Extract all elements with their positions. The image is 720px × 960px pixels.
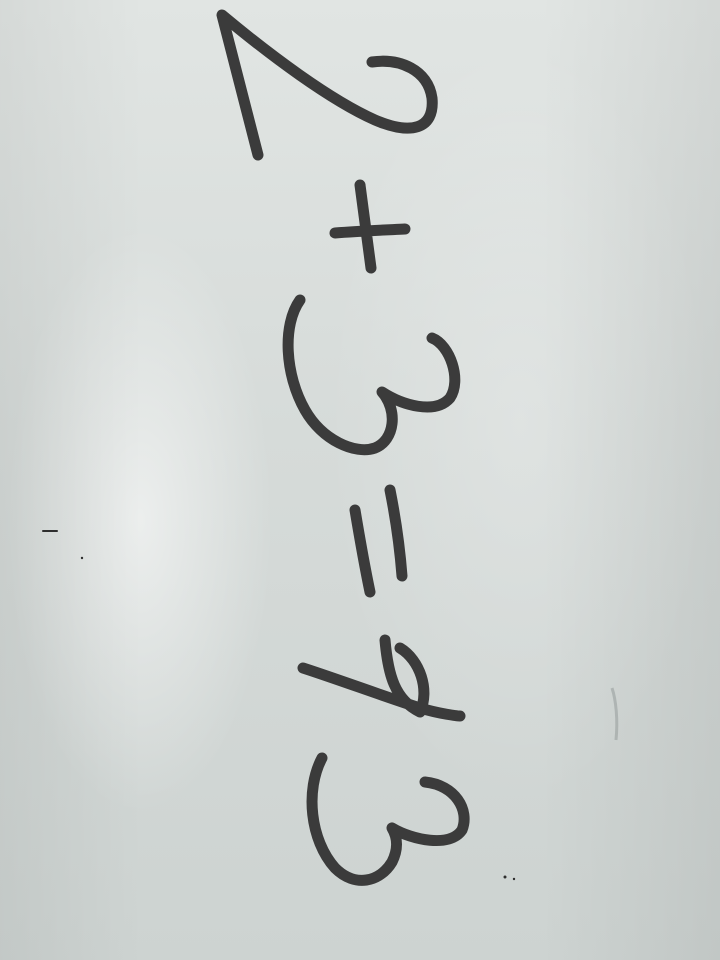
handwritten-digit-2 — [222, 15, 432, 155]
handwritten-digit-3-final — [312, 758, 464, 880]
handwritten-plus-sign — [335, 185, 405, 268]
board-speck — [504, 876, 507, 879]
board-speck — [513, 878, 515, 880]
board-smudge — [612, 688, 617, 740]
board-speck — [81, 557, 83, 559]
handwritten-digit-9 — [303, 640, 460, 716]
board-speck — [42, 530, 58, 532]
handwritten-digit-3 — [288, 300, 455, 450]
handwritten-equals-sign — [355, 490, 402, 592]
